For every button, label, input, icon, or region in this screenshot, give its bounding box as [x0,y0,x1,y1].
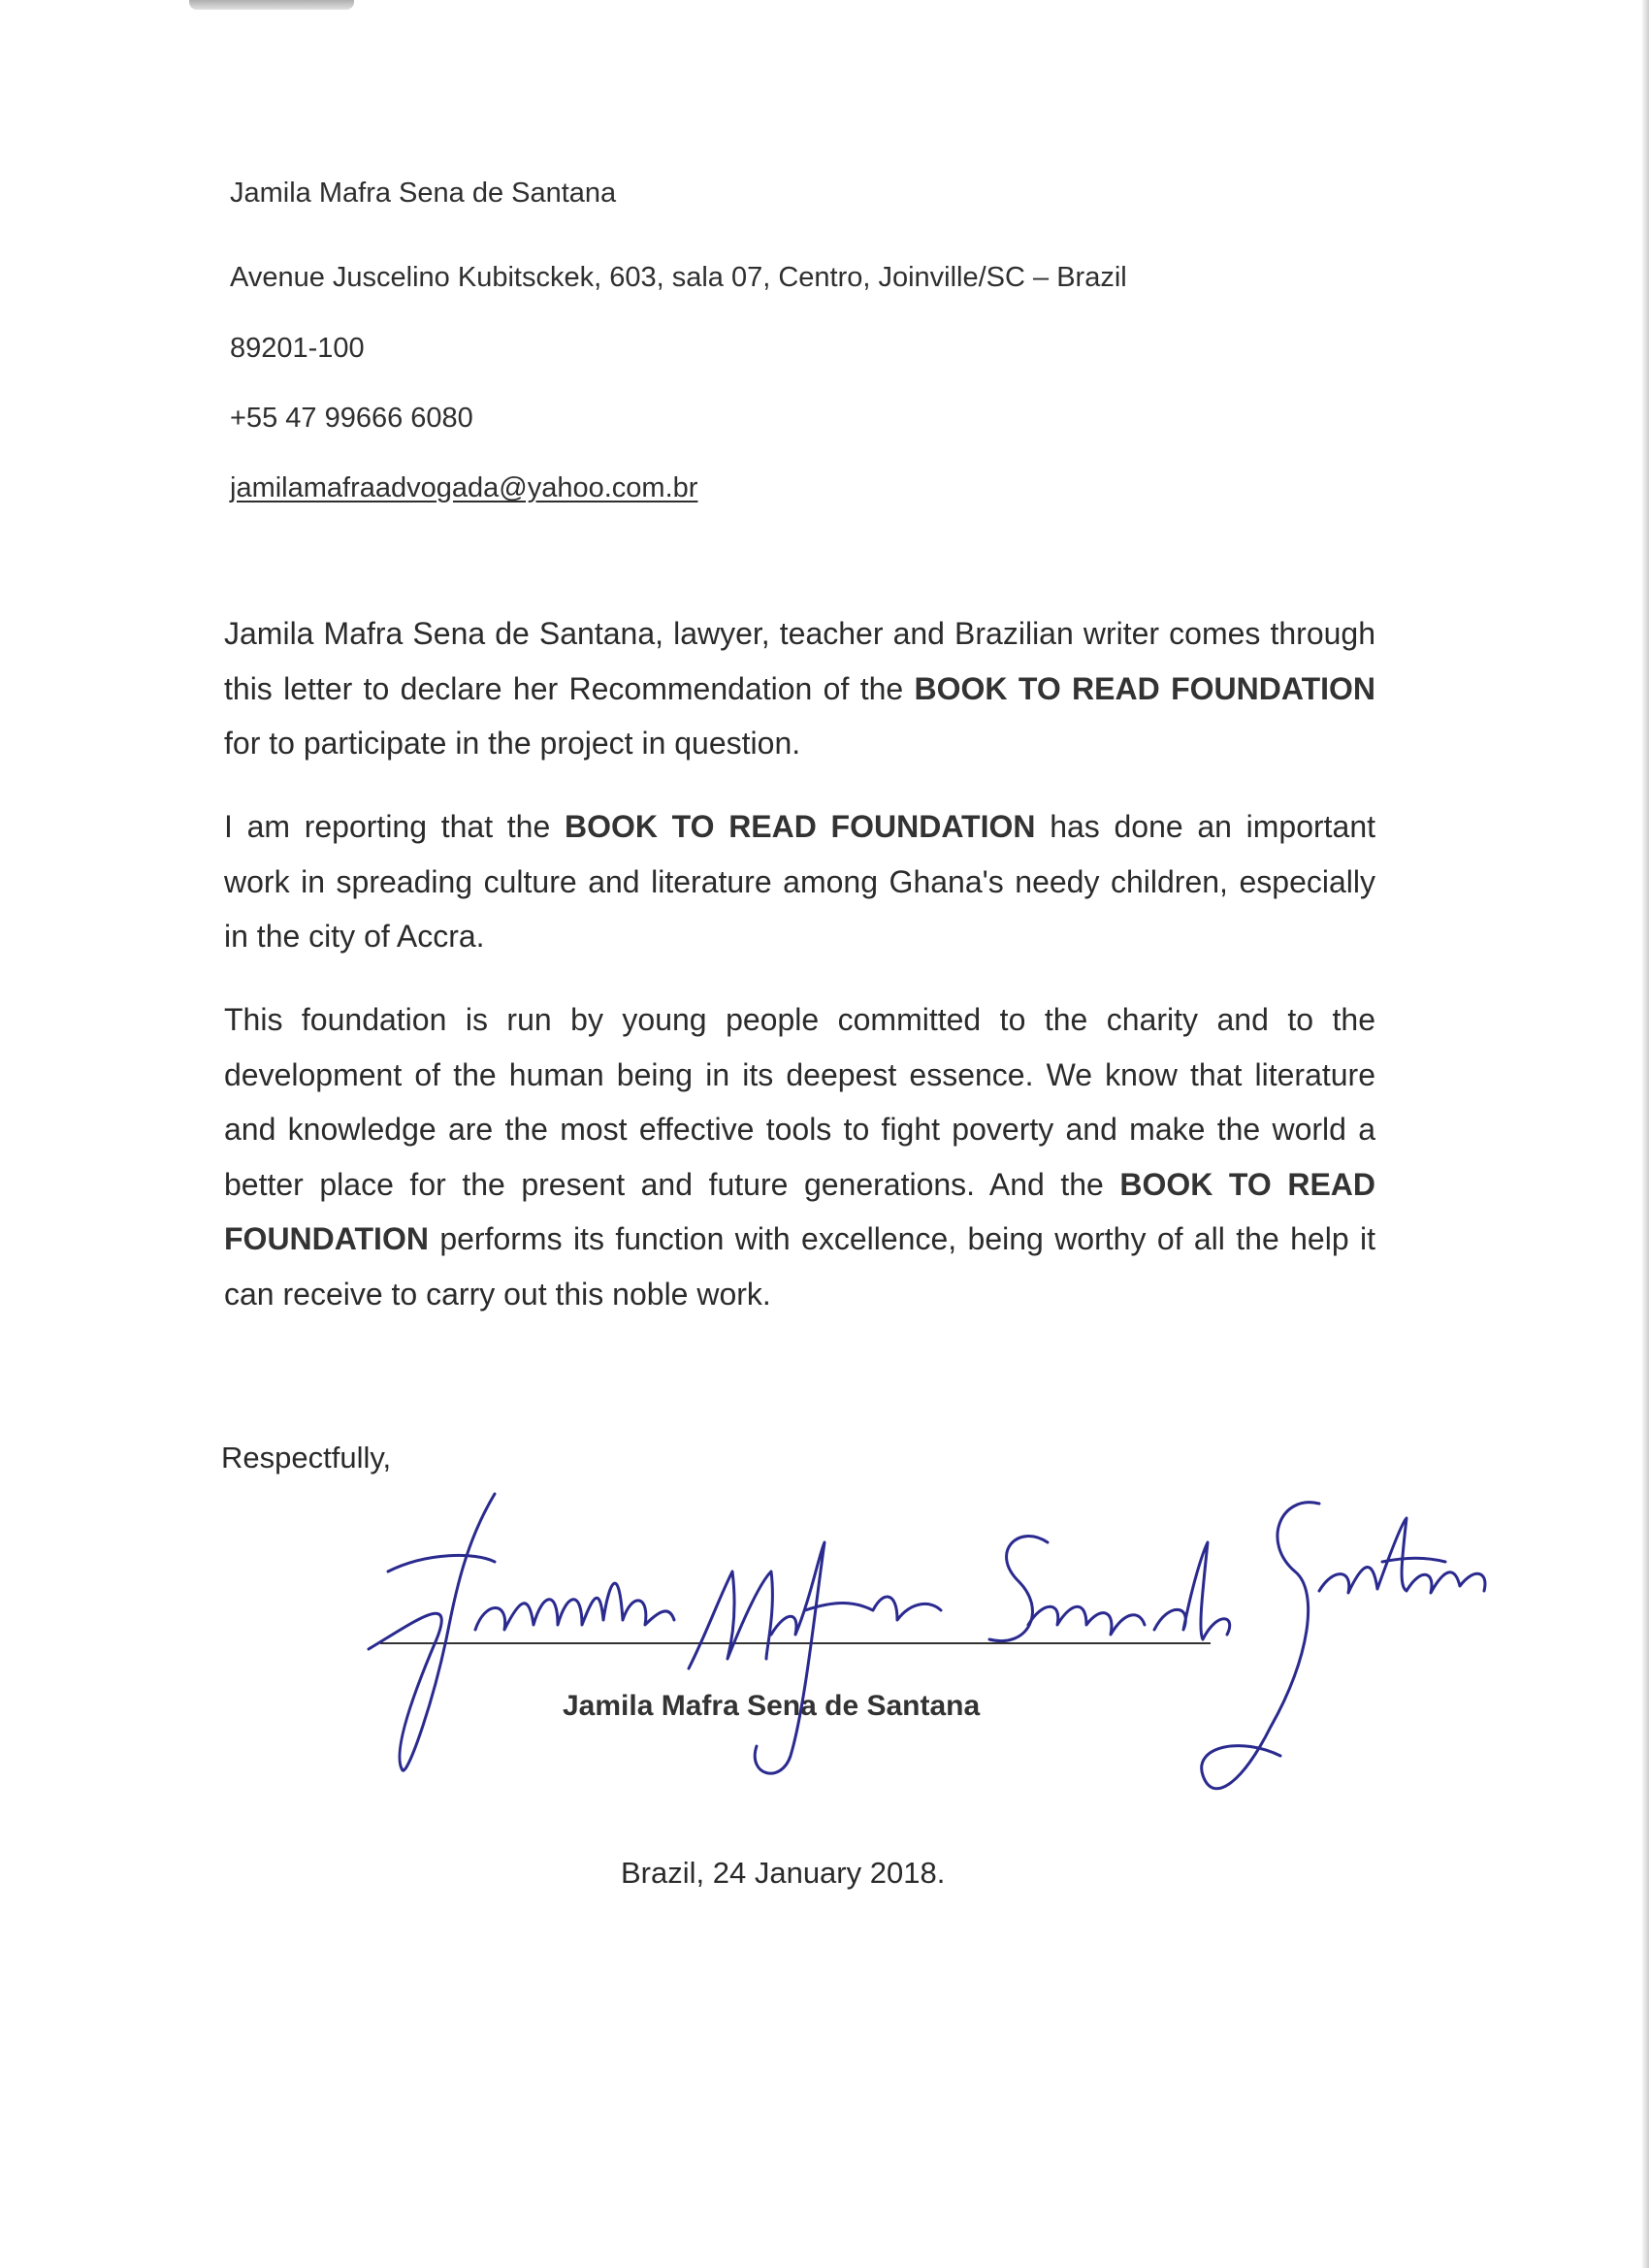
paragraph-3 [224,992,1375,1321]
paragraph-3-text-a: This foundation is run by young people committed to the charity and to the development of the human being in its deepest essence. We know that literature and knowledge are the most effective tools to fight poverty and make the world a better place for the present and future generations. And the [224,1002,1375,1202]
paragraph-2-text-a: I am reporting that the [224,809,565,844]
page-edge-shadow [1642,0,1649,2268]
closing-salutation: Respectfully, [221,1441,392,1474]
paragraph-1-foundation-name: BOOK TO READ FOUNDATION [914,670,1376,706]
paragraph-1 [224,606,1375,771]
handwritten-signature [349,1465,1494,1833]
paragraph-1-text-c: for to participate in the project in question. [224,726,801,761]
paragraph-1-text-a: Jamila Mafra Sena de Santana, lawyer, teacher and Brazilian writer comes through this letter to declare her Recommendation of the [224,616,1375,706]
signer-name: Jamila Mafra Sena de Santana [563,1690,981,1722]
paragraph-2 [224,799,1375,964]
sender-postal-code: 89201-100 [230,333,365,364]
paragraph-2-foundation-name: BOOK TO READ FOUNDATION [564,809,1036,844]
sender-name: Jamila Mafra Sena de Santana [230,178,617,209]
paragraph-2-text-c: has done an important work in spreading culture and literature among Ghana's needy children, especially in the city of Accra. [224,809,1376,954]
scan-artifact [189,0,354,10]
sender-email-link[interactable]: jamilamafraadvogada@yahoo.com.br [230,472,698,503]
letter-date: Brazil, 24 January 2018. [621,1856,946,1890]
sender-address: Avenue Juscelino Kubitsckek, 603, sala 07, Centro, Joinville/SC – Brazil [230,262,1127,293]
sender-phone: +55 47 99666 6080 [230,403,473,434]
paragraph-3-foundation-name: BOOK TO READ FOUNDATION [224,1166,1376,1256]
paragraph-3-text-c: performs its function with excellence, being worthy of all the help it can receive to carry out this noble work. [224,1221,1375,1312]
